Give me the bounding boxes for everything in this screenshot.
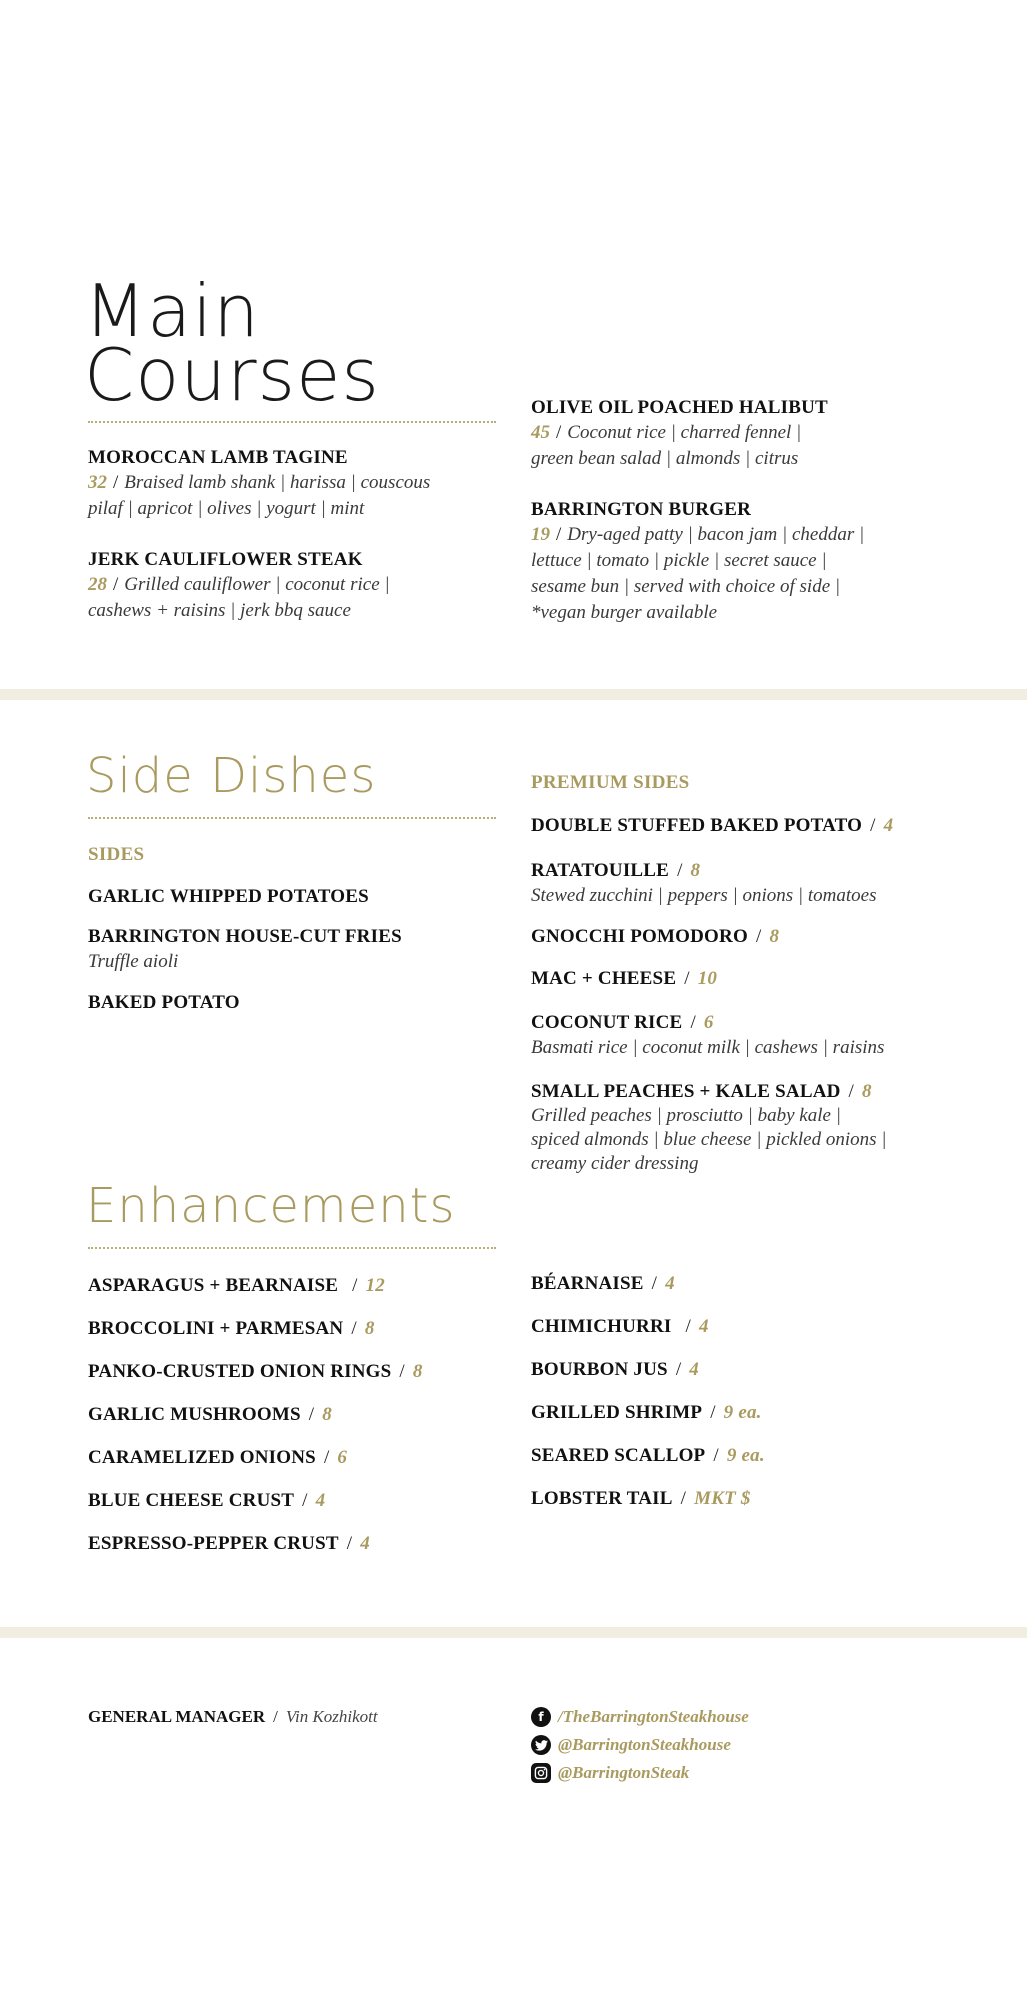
menu-item: ASPARAGUS + BEARNAISE / 12: [88, 1275, 385, 1296]
dish-price: 10: [697, 968, 718, 989]
main-courses-title-line2: Courses: [84, 333, 380, 417]
dish-price: 6: [337, 1447, 348, 1468]
side-dishes-divider: [88, 817, 496, 819]
dish-name: BROCCOLINI + PARMESAN: [88, 1318, 344, 1339]
dish-name: CARAMELIZED ONIONS: [88, 1447, 316, 1468]
enhancements-divider: [88, 1247, 496, 1249]
twitter-link[interactable]: [531, 1732, 749, 1758]
dish-description: creamy cider dressing: [531, 1153, 699, 1174]
manager-name: Vin Kozhikott: [285, 1707, 378, 1726]
dish-name: RATATOUILLE: [531, 860, 670, 881]
menu-item: BÉARNAISE / 4: [531, 1273, 675, 1294]
menu-item: SEARED SCALLOP / 9 ea.: [531, 1445, 765, 1466]
menu-item: [88, 925, 496, 975]
dish-description: pilaf | apricot | olives | yogurt | mint: [88, 498, 365, 519]
dish-description: green bean salad | almonds | citrus: [531, 448, 799, 469]
dish-price: 28: [88, 574, 107, 595]
dish-name: GRILLED SHRIMP: [531, 1402, 703, 1423]
dish-name: BÉARNAISE: [531, 1273, 644, 1294]
dish-description: Stewed zucchini | peppers | onions | tomatoes: [531, 885, 877, 906]
menu-item: JERK CAULIFLOWER STEAK 28 / Grilled cauliflower | coconut rice | cashews + raisins | jerk bbq sauce: [88, 548, 496, 624]
dish-price: 8: [690, 860, 701, 881]
dish-name: BARRINGTON HOUSE-CUT FRIES: [88, 926, 402, 947]
dish-name: BOURBON JUS: [531, 1359, 668, 1380]
dish-price: 4: [315, 1490, 326, 1511]
dish-description: spiced almonds | blue cheese | pickled onions |: [531, 1129, 887, 1150]
dish-description: Braised lamb shank | harissa | couscous: [124, 472, 431, 493]
dish-name: MAC + CHEESE: [531, 968, 677, 989]
dish-description: Coconut rice | charred fennel |: [567, 422, 802, 443]
instagram-link[interactable]: [531, 1760, 749, 1786]
main-courses-title-line1: Main: [84, 269, 260, 353]
facebook-handle: /TheBarringtonSteakhouse: [558, 1707, 749, 1726]
dish-name: BAKED POTATO: [88, 992, 240, 1013]
menu-item: COCONUT RICE / 6 Basmati rice | coconut milk | cashews | raisins: [531, 1011, 971, 1061]
dish-name: GARLIC MUSHROOMS: [88, 1404, 301, 1425]
dish-price: 4: [360, 1533, 370, 1554]
dish-name: ESPRESSO-PEPPER CRUST: [88, 1533, 339, 1554]
menu-item: LOBSTER TAIL / MKT $: [531, 1488, 751, 1509]
dish-name: LOBSTER TAIL: [531, 1488, 673, 1509]
dish-price: 6: [703, 1012, 714, 1033]
dish-description: *vegan burger available: [531, 602, 718, 623]
dish-price: 8: [364, 1318, 375, 1339]
dish-description: Truffle aioli: [88, 951, 179, 972]
dish-name: CHIMICHURRI: [531, 1316, 672, 1337]
dish-description: Dry-aged patty | bacon jam | cheddar |: [567, 524, 865, 545]
instagram-icon: [531, 1763, 551, 1783]
dish-price: 8: [412, 1361, 423, 1382]
dish-name: DOUBLE STUFFED BAKED POTATO: [531, 815, 863, 836]
dish-price: 4: [665, 1273, 675, 1294]
menu-item: GNOCCHI POMODORO / 8: [531, 926, 780, 947]
dish-description: sesame bun | served with choice of side |: [531, 576, 841, 597]
menu-item: GRILLED SHRIMP / 9 ea.: [531, 1402, 762, 1423]
menu-item: BOURBON JUS / 4: [531, 1359, 699, 1380]
dish-price: 4: [883, 815, 894, 836]
twitter-icon: [531, 1735, 551, 1755]
dish-name: SEARED SCALLOP: [531, 1445, 706, 1466]
menu-item: DOUBLE STUFFED BAKED POTATO / 4: [531, 815, 894, 836]
menu-item: SMALL PEACHES + KALE SALAD / 8 Grilled peaches | prosciutto | baby kale | spiced almonds | blue cheese | pickled onions | creamy cider dressing: [531, 1080, 971, 1176]
dish-price: 8: [862, 1081, 872, 1102]
menu-item: MOROCCAN LAMB TAGINE 32 / Braised lamb shank | harissa | couscous pilaf | apricot | olives | yogurt | mint: [88, 446, 496, 522]
main-courses-divider: [88, 421, 496, 423]
dish-description: lettuce | tomato | pickle | secret sauce |: [531, 550, 827, 571]
dish-name: SMALL PEACHES + KALE SALAD: [531, 1081, 841, 1102]
menu-item: OLIVE OIL POACHED HALIBUT 45 / Coconut rice | charred fennel | green bean salad | almonds | citrus: [531, 396, 971, 472]
manager-label: GENERAL MANAGER: [88, 1707, 266, 1726]
dish-price: 32: [88, 472, 107, 493]
menu-item: BARRINGTON BURGER 19 / Dry-aged patty | bacon jam | cheddar | lettuce | tomato | pickle | secret sauce | sesame bun | served with choice of side | *vegan burger available: [531, 498, 971, 626]
dish-description: cashews + raisins | jerk bbq sauce: [88, 600, 351, 621]
menu-item: BROCCOLINI + PARMESAN / 8: [88, 1318, 375, 1339]
dish-price: 19: [531, 524, 550, 545]
dish-price: 8: [769, 926, 780, 947]
dish-name: PANKO-CRUSTED ONION RINGS: [88, 1361, 392, 1382]
dish-name: BLUE CHEESE CRUST: [88, 1490, 295, 1511]
dish-name: BARRINGTON BURGER: [531, 499, 751, 520]
dish-name: ASPARAGUS + BEARNAISE: [88, 1275, 339, 1296]
twitter-handle: @BarringtonSteakhouse: [558, 1735, 731, 1754]
dish-price: 4: [698, 1316, 709, 1337]
dish-name: OLIVE OIL POACHED HALIBUT: [531, 397, 828, 418]
menu-item: GARLIC MUSHROOMS / 8: [88, 1404, 332, 1425]
dish-name: JERK CAULIFLOWER STEAK: [88, 549, 363, 570]
dish-price: 45: [531, 422, 550, 443]
instagram-handle: @BarringtonSteak: [558, 1763, 690, 1782]
sides-heading: SIDES: [88, 844, 145, 865]
dish-name: GNOCCHI POMODORO: [531, 926, 748, 947]
dish-price: 12: [365, 1275, 385, 1296]
dish-price: 8: [322, 1404, 332, 1425]
dish-name: MOROCCAN LAMB TAGINE: [88, 447, 348, 468]
menu-item: RATATOUILLE / 8 Stewed zucchini | peppers | onions | tomatoes: [531, 859, 971, 909]
section-band: [0, 1627, 1027, 1638]
menu-item: CHIMICHURRI / 4: [531, 1316, 709, 1337]
general-manager: GENERAL MANAGER / Vin Kozhikott: [88, 1707, 378, 1726]
menu-item: MAC + CHEESE / 10: [531, 968, 718, 989]
facebook-icon: f: [531, 1707, 551, 1727]
dish-description: Basmati rice | coconut milk | cashews | raisins: [531, 1037, 885, 1058]
dish-name: COCONUT RICE: [531, 1012, 683, 1033]
menu-item: CARAMELIZED ONIONS / 6: [88, 1447, 348, 1468]
dish-price: 4: [689, 1359, 699, 1380]
dish-description: Grilled cauliflower | coconut rice |: [124, 574, 390, 595]
dish-description: Grilled peaches | prosciutto | baby kale |: [531, 1105, 841, 1126]
dish-price: 9 ea.: [726, 1445, 765, 1466]
facebook-link[interactable]: [531, 1704, 749, 1730]
premium-sides-heading: PREMIUM SIDES: [531, 772, 690, 793]
dish-price: MKT $: [694, 1488, 751, 1509]
main-courses-title: [84, 269, 380, 417]
dish-name: GARLIC WHIPPED POTATOES: [88, 886, 369, 907]
menu-item: BLUE CHEESE CRUST / 4: [88, 1490, 326, 1511]
social-links: [531, 1704, 749, 1786]
enhancements-title: Enhancements: [86, 1178, 456, 1234]
dish-price: 9 ea.: [723, 1402, 762, 1423]
side-dishes-title: Side Dishes: [86, 748, 377, 804]
menu-item: ESPRESSO-PEPPER CRUST / 4: [88, 1533, 370, 1554]
section-band: [0, 689, 1027, 700]
menu-item: PANKO-CRUSTED ONION RINGS / 8: [88, 1361, 423, 1382]
